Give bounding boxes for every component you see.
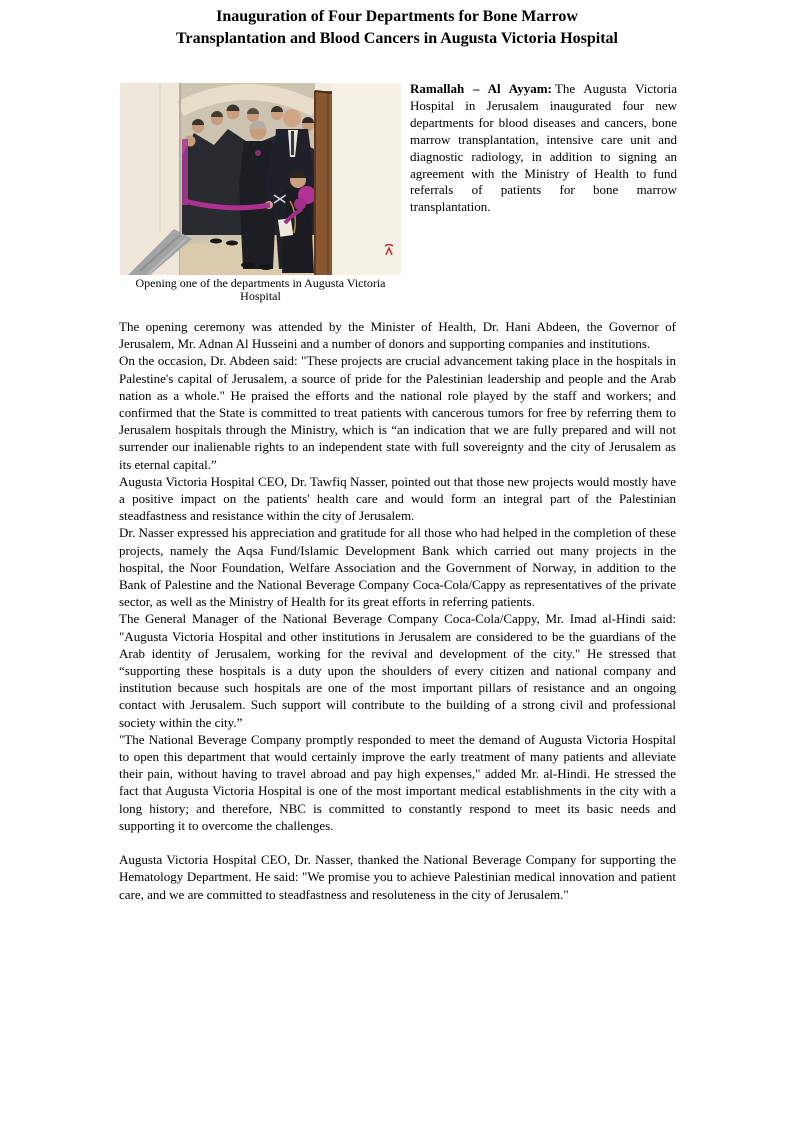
article-paragraph: "The National Beverage Company promptly responded to meet the demand of Augusta Victoria Hospital to open this department that would certainly improve the early treatment of many patients and alleviate their pain, without having to travel abroad and pay high expenses," added Mr. al-Hindi. He stressed the fact that Augusta Victoria Hospital is one of the most important medical establishments in the city with a long history; and therefore, NBC is committed to constantly respond to meet its basic needs and supporting it to overcome the challenges. xyxy=(119,731,676,833)
article-title-line1: Inauguration of Four Departments for Bone Marrow xyxy=(216,8,578,25)
article-photo-figure xyxy=(120,83,401,303)
ceremony-photo xyxy=(120,83,401,275)
article-paragraph: The General Manager of the National Beverage Company Coca-Cola/Cappy, Mr. Imad al-Hindi said: "Augusta Victoria Hospital and other institutions in Jerusalem are considered to be the guardians of the Arab identity of Jerusalem, working for the revival and development of the city." He stressed that “supporting these hospitals is a duty upon the shoulders of every citizen and national company and institution because such hospitals are one of the most important pillars of resistance and an ongoing contact with Jerusalem. Such support will contribute to the building of a strong civil and professional society within the city.” xyxy=(119,611,676,730)
article-paragraph: The opening ceremony was attended by the Minister of Health, Dr. Hani Abdeen, the Governor of Jerusalem, Mr. Adnan Al Husseini and a number of donors and supporting companies and institutions. xyxy=(119,319,676,352)
article-paragraph: Dr. Nasser expressed his appreciation and gratitude for all those who had helped in the completion of these projects, namely the Aqsa Fund/Islamic Development Bank which carried out many projects in the hospital, the Noor Foundation, Welfare Association and the Government of Norway, in addition to the Bank of Palestine and the National Beverage Company Coca-Cola/Cappy as representatives of the private sector, as well as the Ministry of Health for its great efforts in referring patients. xyxy=(119,525,676,610)
article-paragraph: Augusta Victoria Hospital CEO, Dr. Nasser, thanked the National Beverage Company for supporting the Hematology Department. He said: "We promise you to achieve Palestinian medical innovation and patient care, and we are committed to steadfastness and resoluteness in the city of Jerusalem." xyxy=(119,852,676,902)
wooden-door xyxy=(315,91,332,275)
ribbon-left-strip xyxy=(182,139,188,205)
lead-paragraph xyxy=(410,81,677,216)
article-title xyxy=(0,6,794,50)
article-paragraph: On the occasion, Dr. Abdeen said: "These projects are crucial advancement taking place in the hospitals in Palestine's capital of Jerusalem, a source of pride for the Palestinian leadership and people and the Arab nation as a whole." He praised the efforts and the national role played by the staff and workers; and confirmed that the State is committed to treat patients with cancerous tumors for free by referring them to Jerusalem hospitals through the Ministry, which is “an indication that we are fully prepared and will not surrender our inalienable rights to an independent state with full sovereignty and the city of Jerusalem as its eternal capital.” xyxy=(119,353,676,472)
dateline: Ramallah – Al Ayyam: xyxy=(410,81,552,96)
article-paragraph: Augusta Victoria Hospital CEO, Dr. Tawfiq Nasser, pointed out that those new projects would mostly have a positive impact on the patients' health care and would form an integral part of the Palestinian steadfastness and resistance within the city of Jerusalem. xyxy=(119,473,676,524)
article-body xyxy=(119,318,676,903)
lead-text: The Augusta Victoria Hospital in Jerusalem inaugurated four new departments for blood diseases and cancers, bone marrow transplantation, intensive care unit and diagnostic radiology, in addition to signing an agreement with the Ministry of Health to fund referrals of patients for bone marrow transplantation. xyxy=(410,81,677,215)
photo-caption: Opening one of the departments in Augusta Victoria Hospital xyxy=(135,276,386,303)
article-title-line2: Transplantation and Blood Cancers in Augusta Victoria Hospital xyxy=(176,30,618,47)
